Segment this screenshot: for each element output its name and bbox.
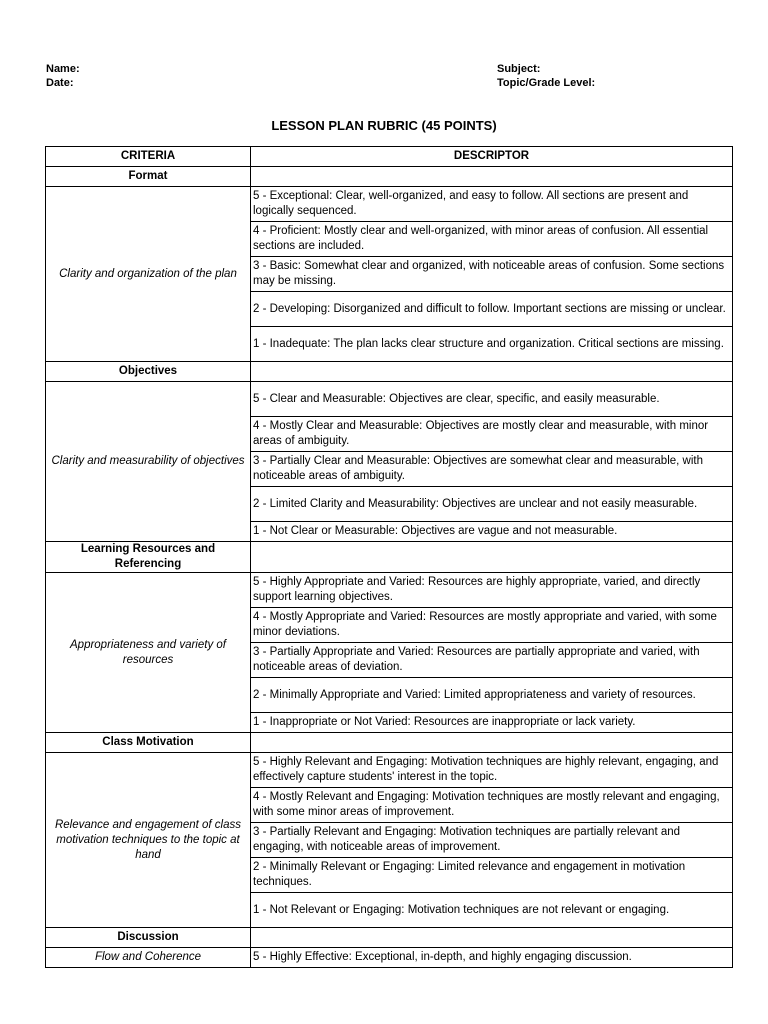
descriptor-text: 3 - Partially Appropriate and Varied: Resources are partially appropriate and varied, with noticeable areas of deviation. — [253, 646, 700, 673]
descriptor-cell — [251, 823, 733, 858]
name-label: Name: — [46, 63, 80, 75]
section-title: Discussion — [46, 928, 251, 948]
descriptor-column-header: DESCRIPTOR — [251, 147, 733, 167]
descriptor-row — [46, 753, 733, 788]
page-title: LESSON PLAN RUBRIC (45 POINTS) — [271, 118, 497, 133]
descriptor-text: 5 - Highly Effective: Exceptional, in-depth, and highly engaging discussion. — [253, 951, 632, 963]
descriptor-cell — [251, 573, 733, 608]
descriptor-cell — [251, 522, 733, 542]
descriptor-row — [46, 187, 733, 222]
descriptor-text: 3 - Partially Relevant and Engaging: Motivation techniques are partially relevant and engaging, with noticeable areas of improvement. — [253, 826, 681, 853]
descriptor-cell — [251, 608, 733, 643]
rubric-body — [46, 167, 733, 968]
section-descriptor-empty — [251, 167, 733, 187]
descriptor-text: 1 - Inappropriate or Not Varied: Resources are inappropriate or lack variety. — [253, 716, 636, 728]
header-left — [46, 62, 80, 90]
descriptor-cell — [251, 452, 733, 487]
section-row — [46, 167, 733, 187]
descriptor-cell — [251, 187, 733, 222]
descriptor-text: 4 - Mostly Appropriate and Varied: Resources are mostly appropriate and varied, with some minor deviations. — [253, 611, 717, 638]
criterion-text: Appropriateness and variety of resources — [70, 638, 226, 666]
header-right — [497, 62, 595, 90]
descriptor-cell — [251, 643, 733, 678]
section-title: Learning Resources and Referencing — [46, 542, 251, 573]
topic-grade-label: Topic/Grade Level: — [497, 77, 596, 89]
descriptor-text: 2 - Limited Clarity and Measurability: Objectives are unclear and not easily measurable. — [253, 497, 698, 510]
descriptor-text: 1 - Not Clear or Measurable: Objectives are vague and not measurable. — [253, 525, 618, 537]
descriptor-text: 2 - Minimally Appropriate and Varied: Limited appropriateness and variety of resources. — [253, 688, 696, 701]
descriptor-cell — [251, 417, 733, 452]
descriptor-text: 1 - Inadequate: The plan lacks clear structure and organization. Critical sections are missing. — [253, 337, 724, 350]
subject-label: Subject: — [497, 63, 541, 75]
descriptor-cell — [251, 788, 733, 823]
criteria-column-header: CRITERIA — [46, 147, 251, 167]
section-descriptor-empty — [251, 928, 733, 948]
rubric-table — [45, 146, 733, 968]
criterion-text: Relevance and engagement of class motivation techniques to the topic at hand — [54, 818, 242, 861]
descriptor-text: 3 - Partially Clear and Measurable: Objectives are somewhat clear and measurable, with noticeable areas of ambiguity. — [253, 455, 703, 482]
descriptor-text: 5 - Exceptional: Clear, well-organized, and easy to follow. All sections are present and logically sequenced. — [253, 190, 689, 217]
criterion-cell — [46, 753, 251, 928]
descriptor-text: 5 - Highly Relevant and Engaging: Motivation techniques are highly relevant, engaging, and effectively capture students' interest in the topic. — [253, 756, 719, 783]
criterion-text: Clarity and measurability of objectives — [51, 455, 245, 467]
criterion-cell — [46, 187, 251, 362]
criterion-cell — [46, 573, 251, 733]
section-row — [46, 542, 733, 573]
descriptor-text: 1 - Not Relevant or Engaging: Motivation techniques are not relevant or engaging. — [253, 903, 670, 916]
descriptor-text: 3 - Basic: Somewhat clear and organized, with noticeable areas of confusion. Some sections may be missing. — [253, 260, 725, 287]
criterion-cell — [46, 382, 251, 542]
section-descriptor-empty — [251, 362, 733, 382]
criterion-cell — [46, 948, 251, 968]
section-title: Class Motivation — [46, 733, 251, 753]
descriptor-cell — [251, 292, 733, 327]
section-descriptor-empty — [251, 733, 733, 753]
descriptor-cell — [251, 948, 733, 968]
descriptor-cell — [251, 327, 733, 362]
descriptor-cell — [251, 753, 733, 788]
section-row — [46, 733, 733, 753]
descriptor-text: 2 - Minimally Relevant or Engaging: Limited relevance and engagement in motivation techniques. — [253, 861, 686, 888]
descriptor-row — [46, 573, 733, 608]
descriptor-cell — [251, 222, 733, 257]
section-row — [46, 928, 733, 948]
descriptor-text: 2 - Developing: Disorganized and difficult to follow. Important sections are missing or unclear. — [253, 302, 726, 315]
criterion-text: Clarity and organization of the plan — [59, 267, 237, 280]
section-title: Objectives — [46, 362, 251, 382]
descriptor-cell — [251, 257, 733, 292]
section-descriptor-empty — [251, 542, 733, 573]
descriptor-cell — [251, 382, 733, 417]
descriptor-row — [46, 382, 733, 417]
descriptor-text: 4 - Mostly Clear and Measurable: Objectives are mostly clear and measurable, with minor areas of ambiguity. — [253, 420, 709, 447]
section-title: Format — [46, 167, 251, 187]
criterion-text: Flow and Coherence — [94, 951, 202, 963]
table-header-row — [46, 147, 733, 167]
descriptor-cell — [251, 678, 733, 713]
descriptor-row — [46, 948, 733, 968]
descriptor-text: 4 - Proficient: Mostly clear and well-organized, with minor areas of confusion. All essential sections are included. — [253, 225, 709, 252]
descriptor-text: 5 - Clear and Measurable: Objectives are clear, specific, and easily measurable. — [253, 392, 660, 405]
descriptor-cell — [251, 858, 733, 893]
descriptor-cell — [251, 893, 733, 928]
descriptor-text: 5 - Highly Appropriate and Varied: Resources are highly appropriate, varied, and directly support learning objectives. — [253, 576, 701, 603]
descriptor-cell — [251, 487, 733, 522]
descriptor-cell — [251, 713, 733, 733]
date-label: Date: — [46, 77, 74, 89]
descriptor-text: 4 - Mostly Relevant and Engaging: Motivation techniques are mostly relevant and engaging, with some minor areas of improvement. — [253, 791, 720, 818]
section-row — [46, 362, 733, 382]
